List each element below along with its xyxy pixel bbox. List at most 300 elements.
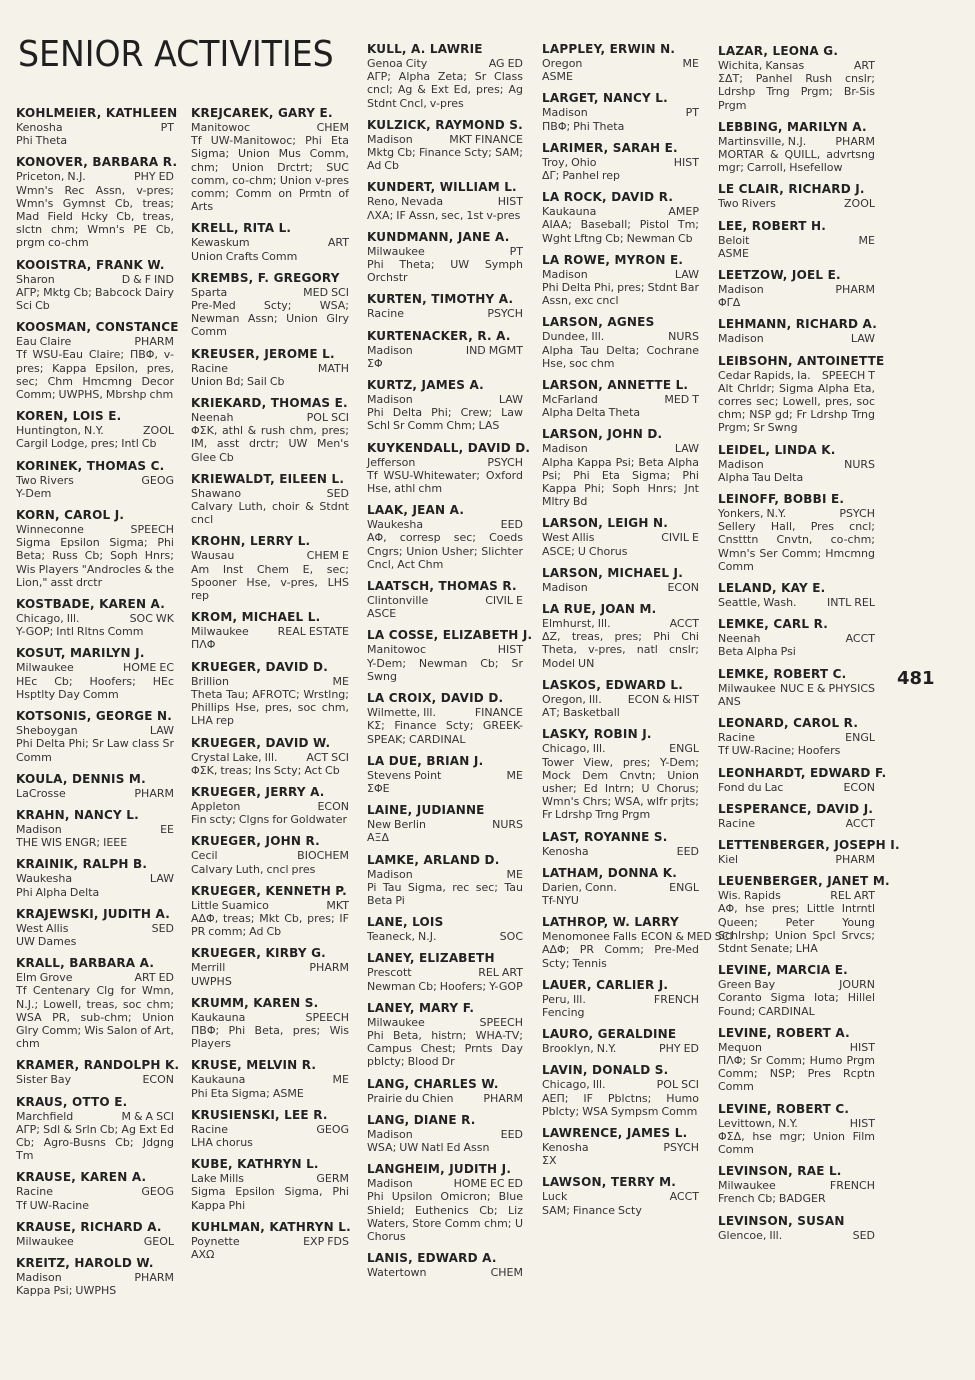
- senior-name: LARSON, LEIGH N.: [542, 516, 668, 531]
- hometown-major-row: [16, 523, 174, 536]
- activities: Mktg Cb; Finance Scty; SAM; Ad Cb: [367, 146, 523, 173]
- senior-name: KROM, MICHAEL L.: [191, 610, 321, 625]
- page-title: SENIOR ACTIVITIES: [18, 34, 334, 75]
- major: POL SCI: [656, 1078, 699, 1092]
- senior-name: KRUMM, KAREN S.: [191, 995, 319, 1010]
- senior-entry: [16, 106, 178, 148]
- senior-entry: [16, 1095, 174, 1163]
- major: SPEECH: [130, 523, 174, 537]
- senior-details: [367, 818, 523, 844]
- major: MED SCI: [303, 285, 349, 299]
- major: PHY ED: [658, 1042, 699, 1056]
- senior-entry: [191, 534, 349, 602]
- senior-name: LELAND, KAY E.: [718, 581, 826, 596]
- activities: Fin scty; Clgns for Goldwater: [191, 813, 348, 827]
- senior-entry: [542, 978, 699, 1019]
- hometown-major-row: [16, 335, 174, 348]
- senior-name: LAWSON, TERRY M.: [542, 1175, 677, 1190]
- senior-details: [367, 1128, 523, 1154]
- senior-entry: [191, 271, 349, 339]
- senior-details: [191, 751, 349, 777]
- hometown-major-row: [718, 731, 875, 744]
- senior-details: [718, 458, 875, 484]
- hometown: Beloit: [718, 233, 750, 247]
- senior-entry: [718, 667, 875, 708]
- major: PHARM: [134, 786, 174, 800]
- activities: Alpha Delta Theta: [542, 406, 641, 420]
- senior-name: LANG, DIANE R.: [367, 1112, 476, 1127]
- activities: Fencing: [542, 1005, 585, 1019]
- senior-name: LEBBING, MARILYN A.: [718, 119, 867, 134]
- senior-name: LEIDEL, LINDA K.: [718, 442, 836, 457]
- major: PSYCH: [839, 507, 875, 521]
- senior-name: LA RUE, JOAN M.: [542, 602, 657, 617]
- senior-name: KOHLMEIER, KATHLEEN: [16, 106, 178, 120]
- major: MKT FINANCE: [449, 132, 523, 146]
- hometown-major-row: [718, 458, 875, 471]
- activities: Calvary Luth, cncl pres: [191, 862, 316, 876]
- activities: Tf UW-Racine: [16, 1198, 90, 1212]
- senior-details: [367, 307, 523, 320]
- activities: ΑΤ; Basketball: [542, 706, 620, 720]
- hometown: Jefferson: [367, 455, 416, 469]
- senior-name: LASKY, ROBIN J.: [542, 727, 652, 742]
- senior-entry: [718, 443, 875, 484]
- senior-name: LEONARD, CAROL R.: [718, 716, 859, 731]
- senior-entry: [542, 315, 699, 370]
- senior-entry: [367, 951, 523, 992]
- hometown: Milwaukee: [367, 244, 425, 258]
- senior-entry: [16, 409, 174, 450]
- senior-details: [718, 781, 875, 794]
- senior-entry: [191, 610, 349, 651]
- senior-entry: [191, 347, 349, 388]
- senior-entry: [542, 42, 699, 83]
- hometown: McFarland: [542, 393, 598, 407]
- senior-details: [16, 170, 174, 249]
- hometown: Madison: [367, 1127, 413, 1141]
- senior-entry: [191, 1157, 349, 1212]
- hometown: Chicago, Ill.: [542, 742, 606, 756]
- senior-name: LATHROP, W. LARRY: [542, 915, 679, 930]
- senior-name: KRIEWALDT, EILEEN L.: [191, 471, 345, 486]
- hometown-major-row: [367, 1128, 523, 1141]
- senior-entry: [718, 837, 900, 866]
- senior-name: LETTENBERGER, JOSEPH I.: [718, 837, 900, 852]
- hometown: Kiel: [718, 852, 739, 866]
- hometown-major-row: [16, 1073, 174, 1086]
- hometown-major-row: [191, 1011, 349, 1024]
- senior-details: [542, 1190, 699, 1216]
- senior-name: KRAHN, NANCY L.: [16, 807, 139, 822]
- major: ACCT: [845, 632, 875, 646]
- senior-name: LEONHARDT, EDWARD F.: [718, 765, 887, 780]
- major: ECON: [843, 780, 875, 794]
- activities: ANS: [718, 694, 741, 708]
- hometown-major-row: [718, 978, 875, 991]
- senior-details: [191, 121, 349, 213]
- hometown: Milwaukee: [16, 1234, 74, 1248]
- hometown-major-row: [191, 1123, 349, 1136]
- activities: Tf WSU-Eau Claire; ΠΒΦ, v-pres; Kappa Epsilon, pres, sec; Chm Hmcmng Decor Comm; UWPHS, Mbrshp chm: [16, 348, 174, 402]
- major: D & F IND: [121, 272, 174, 286]
- hometown-major-row: [16, 612, 174, 625]
- senior-details: [16, 335, 174, 401]
- senior-name: LA ROWE, MYRON E.: [542, 252, 684, 267]
- senior-name: LA CROIX, DAVID D.: [367, 691, 504, 706]
- senior-details: [16, 971, 174, 1050]
- senior-details: [367, 594, 523, 620]
- hometown-major-row: [367, 456, 523, 469]
- senior-details: [16, 872, 174, 898]
- senior-entry: [542, 602, 699, 670]
- senior-name: KREITZ, HAROLD W.: [16, 1255, 154, 1270]
- hometown-major-row: [367, 966, 523, 979]
- senior-details: [16, 1271, 174, 1297]
- activities: ΑΓΡ; Sdl & Srln Cb; Ag Ext Ed Cb; Agro-Busns Cb; Jdgng Tm: [16, 1122, 174, 1163]
- senior-entry: [16, 808, 174, 849]
- activities: Y-Dem: [16, 486, 52, 500]
- hometown-major-row: [367, 706, 523, 719]
- hometown: Elmhurst, Ill.: [542, 617, 611, 631]
- hometown: Fond du Lac: [718, 780, 784, 794]
- hometown-major-row: [718, 283, 875, 296]
- senior-details: [16, 523, 174, 589]
- major: ECON & MED SCI: [640, 930, 733, 944]
- senior-entry: [16, 258, 174, 313]
- senior-entry: [16, 320, 179, 402]
- hometown: Madison: [367, 1177, 413, 1191]
- senior-name: LARSON, ANNETTE L.: [542, 378, 689, 393]
- major: ART ED: [134, 971, 174, 985]
- senior-details: [16, 1073, 174, 1086]
- senior-details: [367, 643, 523, 683]
- senior-name: KRUEGER, KENNETH P.: [191, 883, 347, 898]
- senior-details: [542, 742, 699, 821]
- activities: HEc Cb; Hoofers; HEc Hsptlty Day Comm: [16, 674, 174, 701]
- senior-entry: [367, 440, 531, 496]
- hometown: Chicago, Ill.: [16, 612, 80, 626]
- senior-entry: [16, 1256, 174, 1297]
- hometown: Neenah: [191, 411, 234, 425]
- senior-entry: [718, 874, 890, 955]
- hometown-major-row: [367, 133, 523, 146]
- senior-name: LAAK, JEAN A.: [367, 503, 465, 518]
- hometown-major-row: [718, 507, 875, 520]
- hometown: Wis. Rapids: [718, 889, 781, 903]
- senior-entry: [542, 1063, 699, 1118]
- activities: AIAA; Baseball; Pistol Tm; Wght Lftng Cb; Newman Cb: [542, 218, 699, 245]
- hometown: Madison: [718, 332, 764, 346]
- senior-name: LE CLAIR, RICHARD J.: [718, 182, 865, 197]
- hometown: Madison: [542, 267, 588, 281]
- hometown-major-row: [542, 1141, 699, 1154]
- hometown-major-row: [191, 121, 349, 134]
- page-number: 481: [897, 668, 935, 689]
- senior-details: [718, 234, 875, 260]
- major: FINANCE: [474, 706, 523, 720]
- senior-details: [542, 330, 699, 370]
- senior-name: LAST, ROYANNE S.: [542, 829, 668, 844]
- hometown: Marchfield: [16, 1109, 74, 1123]
- hometown-major-row: [718, 234, 875, 247]
- hometown: Seattle, Wash.: [718, 596, 797, 610]
- activities: Sigma Epsilon Sigma, Phi Kappa Phi: [191, 1185, 349, 1212]
- senior-details: [367, 57, 523, 110]
- senior-entry: [542, 866, 699, 907]
- hometown: Elm Grove: [16, 971, 73, 985]
- senior-entry: [191, 106, 349, 213]
- hometown-major-row: [367, 245, 523, 258]
- major: SOC WK: [129, 612, 174, 626]
- hometown-major-row: [367, 1016, 523, 1029]
- major: LAW: [674, 442, 699, 456]
- senior-details: [367, 1177, 523, 1243]
- hometown: Sister Bay: [16, 1073, 72, 1087]
- senior-entry: [367, 915, 523, 943]
- senior-name: KRUSIENSKI, LEE R.: [191, 1107, 328, 1122]
- senior-name: KREJCAREK, GARY E.: [191, 106, 333, 120]
- senior-details: [191, 849, 349, 875]
- hometown-major-row: [718, 781, 875, 794]
- activities: Tf WSU-Whitewater; Oxford Hse, athl chm: [367, 468, 523, 496]
- hometown: Shawano: [191, 486, 242, 500]
- senior-details: [16, 1110, 174, 1163]
- hometown-major-row: [542, 442, 699, 455]
- hometown: Prescott: [367, 966, 412, 980]
- senior-details: [191, 961, 349, 987]
- hometown: Luck: [542, 1190, 568, 1204]
- senior-name: LEMKE, CARL R.: [718, 617, 828, 632]
- hometown: Kenosha: [542, 1140, 589, 1154]
- senior-name: LARSON, JOHN D.: [542, 427, 663, 442]
- senior-name: KOOSMAN, CONSTANCE: [16, 320, 179, 335]
- senior-name: KURTZ, JAMES A.: [367, 378, 484, 393]
- hometown-major-row: [718, 817, 875, 830]
- hometown-major-row: [16, 787, 174, 800]
- senior-details: [542, 693, 699, 719]
- hometown-major-row: [367, 930, 523, 943]
- senior-details: [542, 268, 699, 308]
- activities: Tf UW-Racine; Hoofers: [718, 744, 841, 758]
- major: PHARM: [835, 134, 875, 148]
- senior-details: [367, 769, 523, 795]
- senior-details: [718, 369, 875, 435]
- senior-details: [718, 596, 875, 609]
- senior-entry: [367, 180, 523, 221]
- major: NURS: [844, 457, 875, 471]
- hometown-major-row: [191, 362, 349, 375]
- senior-name: KUNDMANN, JANE A.: [367, 229, 510, 244]
- senior-name: LEMKE, ROBERT C.: [718, 666, 847, 681]
- hometown-major-row: [16, 1185, 174, 1198]
- major: PT: [509, 244, 523, 258]
- hometown-major-row: [367, 594, 523, 607]
- hometown-major-row: [718, 135, 875, 148]
- major: EED: [676, 844, 699, 858]
- major: PHARM: [835, 852, 875, 866]
- activities: Kappa Psi; UWPHS: [16, 1284, 117, 1298]
- senior-details: [191, 1235, 349, 1261]
- senior-details: [718, 817, 875, 830]
- major: EED: [500, 518, 523, 532]
- senior-details: [542, 617, 699, 670]
- activities: Calvary Luth, choir & Stdnt cncl: [191, 500, 349, 527]
- senior-entry: [367, 118, 523, 173]
- senior-entry: [191, 884, 349, 939]
- major: CHEM: [490, 1266, 523, 1280]
- senior-entry: [191, 834, 349, 875]
- senior-entry: [191, 996, 349, 1051]
- senior-entry: [191, 1108, 349, 1149]
- senior-details: [367, 868, 523, 908]
- hometown-major-row: [542, 845, 699, 858]
- hometown-major-row: [718, 1229, 875, 1242]
- hometown: Teaneck, N.J.: [367, 930, 437, 944]
- activities: Union Crafts Comm: [191, 249, 298, 263]
- activities: Phi Eta Sigma; ASME: [191, 1086, 304, 1100]
- major: HOME EC ED: [453, 1177, 523, 1191]
- hometown: Milwaukee: [718, 1179, 776, 1193]
- senior-entry: [542, 678, 699, 719]
- hometown: Merrill: [191, 961, 226, 975]
- senior-details: [191, 487, 349, 527]
- activities: Phi Beta, histrn; WHA-TV; Campus Chest; Prnts Day pblcty; Blood Dr: [367, 1028, 523, 1069]
- activities: ΑΓΡ; Alpha Zeta; Sr Class cncl; Ag & Ext Ed, pres; Ag Stdnt Cncl, v-pres: [367, 70, 523, 110]
- major: ART: [853, 59, 875, 72]
- activities: Tf-NYU: [542, 893, 579, 907]
- activities: ΚΣ; Finance Scty; GREEK-SPEAK; CARDINAL: [367, 719, 523, 746]
- hometown-major-row: [542, 930, 733, 944]
- hometown-major-row: [191, 1235, 349, 1248]
- hometown: Menomonee Falls: [542, 930, 637, 944]
- hometown-major-row: [367, 344, 523, 357]
- column-1: [16, 106, 180, 1305]
- activities: Wmn's Rec Assn, v-pres; Wmn's Gymnst Cb, treas; Mad Field Hcky Cb, treas, slctn chm; Wmn's PE Cb, prgm co-chm: [16, 183, 174, 250]
- major: BIOCHEM: [297, 849, 349, 863]
- major: MED T: [664, 393, 699, 407]
- senior-entry: [367, 853, 523, 908]
- hometown: Madison: [542, 106, 588, 120]
- senior-entry: [16, 646, 174, 701]
- activities: Phi Alpha Delta: [16, 885, 100, 899]
- senior-details: [16, 787, 174, 800]
- hometown: Sparta: [191, 285, 228, 299]
- major: SOC: [499, 930, 523, 944]
- major: NURS: [492, 818, 523, 832]
- major: SPEECH T: [821, 368, 875, 382]
- senior-entry: [718, 802, 875, 830]
- senior-entry: [718, 182, 875, 210]
- senior-name: KOTSONIS, GEORGE N.: [16, 709, 172, 724]
- senior-name: KUNDERT, WILLIAM L.: [367, 180, 517, 195]
- hometown: Wausau: [191, 549, 235, 563]
- senior-name: KREUSER, JEROME L.: [191, 346, 335, 361]
- hometown: Madison: [367, 343, 413, 357]
- senior-name: KRAUSE, RICHARD A.: [16, 1219, 162, 1234]
- senior-entry: [718, 317, 878, 346]
- hometown-major-row: [16, 170, 174, 183]
- hometown: Madison: [16, 822, 62, 836]
- hometown: Wichita, Kansas: [718, 59, 805, 72]
- senior-name: KOREN, LOIS E.: [16, 409, 122, 424]
- activities: ΑΞΔ: [367, 831, 389, 845]
- hometown-major-row: [542, 1042, 699, 1055]
- senior-name: LANGHEIM, JUDITH J.: [367, 1162, 512, 1177]
- activities: Phi Theta; UW Symph Orchstr: [367, 258, 523, 285]
- senior-details: [367, 133, 523, 173]
- activities: ASCE: [367, 607, 397, 621]
- hometown: Kenosha: [16, 121, 63, 134]
- major: INTL REL: [826, 596, 875, 610]
- senior-entry: [367, 579, 523, 620]
- major: AMEP: [668, 205, 699, 219]
- hometown-major-row: [367, 818, 523, 831]
- senior-entry: [718, 219, 875, 260]
- senior-details: [191, 1123, 349, 1149]
- hometown-major-row: [191, 487, 349, 500]
- hometown-major-row: [718, 596, 875, 609]
- senior-entry: [542, 427, 699, 508]
- senior-entry: [367, 1113, 523, 1154]
- hometown: West Allis: [542, 531, 595, 545]
- activities: ΑΔΦ; PR Comm; Pre-Med Scty; Tennis: [542, 943, 699, 970]
- hometown: Sheboygan: [16, 724, 78, 738]
- activities: Phi Upsilon Omicron; Blue Shield; Euthenics Cb; Liz Waters, Store Comm chm; U Chorus: [367, 1190, 523, 1243]
- activities: Cargil Lodge, pres; Intl Cb: [16, 437, 157, 451]
- hometown-major-row: [367, 518, 523, 531]
- hometown: Cecil: [191, 849, 218, 863]
- activities: Tower View, pres; Y-Dem; Mock Dem Cnvtn; Union usher; Ed Intrn; U Chorus; Wmn's Chrs; WSA, wlfr prjts; Fr Ldrshp Trng Prgm: [542, 755, 699, 822]
- hometown: Yonkers, N.Y.: [718, 507, 787, 521]
- senior-name: LANEY, ELIZABETH: [367, 951, 495, 966]
- senior-entry: [718, 492, 875, 573]
- activities: ΦΣΔ, hse mgr; Union Film Comm: [718, 1129, 875, 1156]
- major: AG ED: [488, 57, 523, 70]
- hometown-major-row: [542, 1078, 699, 1091]
- senior-name: KONOVER, BARBARA R.: [16, 155, 178, 170]
- major: PHARM: [134, 1270, 174, 1284]
- activities: French Cb; BADGER: [718, 1192, 826, 1206]
- activities: ΑΦ, corresp sec; Coeds Cngrs; Union Usher; Slichter Cncl, Act Chm: [367, 531, 523, 571]
- senior-name: LARIMER, SARAH E.: [542, 140, 678, 155]
- senior-entry: [718, 44, 875, 112]
- hometown-major-row: [367, 769, 523, 782]
- major: LAW: [850, 332, 875, 346]
- activities: ΔΖ, treas, pres; Phi Chi Theta, v-pres, natl cnslr; Model UN: [542, 630, 699, 670]
- senior-name: KORN, CAROL J.: [16, 508, 125, 523]
- senior-entry: [542, 516, 699, 557]
- senior-entry: [16, 1220, 174, 1248]
- hometown-major-row: [542, 742, 699, 755]
- hometown: Waukesha: [16, 872, 73, 886]
- senior-details: [718, 283, 875, 309]
- senior-details: [16, 823, 174, 849]
- hometown-major-row: [718, 332, 875, 345]
- activities: ΠΒΦ; Phi Theta: [542, 119, 625, 133]
- activities: UW Dames: [16, 934, 77, 948]
- senior-name: KRAINIK, RALPH B.: [16, 857, 148, 872]
- major: PHARM: [483, 1091, 523, 1105]
- senior-details: [367, 344, 523, 370]
- senior-entry: [16, 907, 174, 948]
- activities: ASME: [718, 246, 749, 260]
- hometown: Milwaukee: [367, 1015, 425, 1029]
- senior-name: KOSTBADE, KAREN A.: [16, 597, 166, 612]
- hometown-major-row: [542, 156, 699, 169]
- hometown: Chicago, Ill.: [542, 1078, 606, 1092]
- hometown-major-row: [542, 268, 699, 281]
